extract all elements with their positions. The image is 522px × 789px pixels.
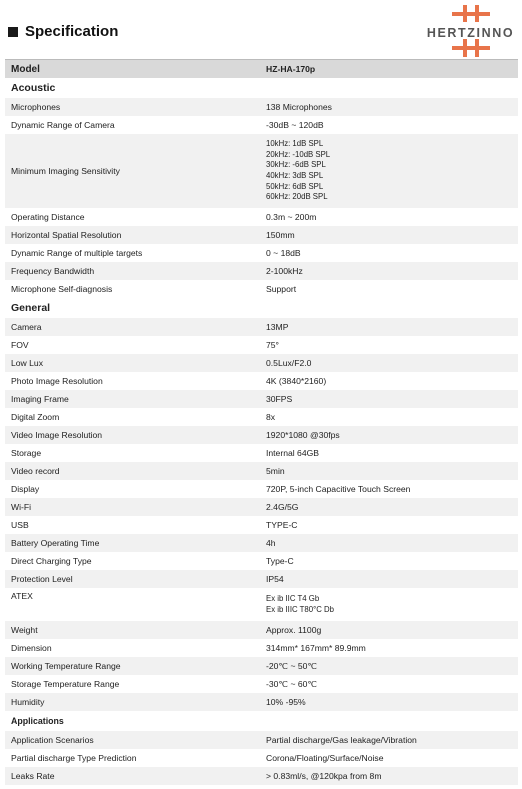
table-row	[5, 98, 518, 116]
row-label: Digital Zoom	[11, 412, 60, 422]
value-line: Ex ib IIC T4 Gb	[266, 593, 320, 603]
row-value: 4K (3840*2160)	[266, 376, 327, 386]
row-value: -30℃ ~ 60℃	[266, 678, 318, 689]
row-label: Operating Distance	[11, 212, 85, 222]
row-label: Dynamic Range of Camera	[11, 120, 115, 130]
section-title: General	[11, 302, 51, 314]
model-row	[5, 60, 518, 79]
row-value-multiline	[252, 134, 518, 208]
row-label: Wi-Fi	[5, 498, 252, 516]
section-acoustic	[5, 78, 518, 98]
table-row	[5, 354, 518, 372]
row-label: Imaging Frame	[5, 390, 252, 408]
row-value: 0.3m ~ 200m	[266, 212, 317, 222]
table-row	[5, 731, 518, 749]
row-value: Type-C	[266, 556, 294, 566]
row-label: Storage	[11, 448, 42, 458]
row-value: Partial discharge/Gas leakage/Vibration	[252, 731, 518, 749]
row-value: -20℃ ~ 50℃	[252, 657, 518, 675]
value-line: 30kHz: -6dB SPL	[266, 160, 326, 170]
logo-text: HERTZINNO	[426, 26, 515, 40]
table-row	[5, 639, 518, 657]
row-value: 720P, 5-inch Capacitive Touch Screen	[266, 484, 411, 494]
spec-table	[5, 59, 518, 785]
table-row	[5, 480, 518, 498]
row-label: Humidity	[5, 693, 252, 711]
row-value: Corona/Floating/Surface/Noise	[266, 753, 384, 763]
row-value: 2-100kHz	[252, 262, 518, 280]
table-row	[5, 749, 518, 767]
table-row	[5, 534, 518, 552]
row-label: Weight	[5, 621, 252, 639]
value-line: Ex ib IIIC T80°C Db	[266, 604, 334, 614]
row-value: 8x	[266, 412, 276, 422]
row-value: 2.4G/5G	[252, 498, 518, 516]
page-header	[0, 0, 522, 60]
row-value: 314mm* 167mm* 89.9mm	[266, 643, 366, 653]
row-label: Frequency Bandwidth	[5, 262, 252, 280]
row-label: Minimum Imaging Sensitivity	[5, 134, 252, 208]
row-label: Video Image Resolution	[5, 426, 252, 444]
table-row	[5, 657, 518, 675]
row-value: -30dB ~ 120dB	[266, 120, 324, 130]
hertzinno-logo	[423, 4, 518, 58]
table-row	[5, 336, 518, 354]
row-value: IP54	[252, 570, 518, 588]
row-label: FOV	[11, 340, 29, 350]
row-value: 0.5Lux/F2.0	[252, 354, 518, 372]
table-row	[5, 318, 518, 336]
row-label: Microphone Self-diagnosis	[11, 284, 113, 294]
table-row	[5, 208, 518, 226]
table-row	[5, 498, 518, 516]
row-value: 4h	[252, 534, 518, 552]
row-label: Direct Charging Type	[11, 556, 92, 566]
table-row	[5, 226, 518, 244]
row-label: Partial discharge Type Prediction	[11, 753, 137, 763]
value-line: 20kHz: -10dB SPL	[266, 149, 331, 159]
table-row	[5, 426, 518, 444]
section-title: Acoustic	[11, 82, 56, 94]
table-row	[5, 134, 518, 208]
row-label: Video record	[5, 462, 252, 480]
row-label: USB	[11, 520, 29, 530]
row-value: 75°	[266, 340, 279, 350]
table-row	[5, 262, 518, 280]
section-applications	[5, 711, 518, 731]
table-row	[5, 390, 518, 408]
section-general	[5, 298, 518, 318]
row-label: Dynamic Range of multiple targets	[11, 248, 143, 258]
row-label: Leaks Rate	[5, 767, 252, 785]
row-value: Internal 64GB	[266, 448, 320, 458]
table-row	[5, 552, 518, 570]
table-row	[5, 570, 518, 588]
row-label: Low Lux	[5, 354, 252, 372]
table-row	[5, 767, 518, 785]
table-row	[5, 675, 518, 693]
table-row	[5, 516, 518, 534]
table-row	[5, 408, 518, 426]
row-label: Microphones	[5, 98, 252, 116]
row-value: 138 Microphones	[252, 98, 518, 116]
row-label: Protection Level	[5, 570, 252, 588]
row-value: Approx. 1100g	[252, 621, 518, 639]
row-value: Support	[266, 284, 297, 294]
row-value-multiline	[252, 588, 518, 621]
table-row	[5, 588, 518, 621]
row-value: > 0.83ml/s, @120kpa from 8m	[252, 767, 518, 785]
model-value: HZ-HA-170p	[252, 60, 518, 79]
table-row	[5, 444, 518, 462]
value-line: 50kHz: 6dB SPL	[266, 181, 324, 191]
row-value: 150mm	[252, 226, 518, 244]
row-value: 5min	[252, 462, 518, 480]
row-label: Horizontal Spatial Resolution	[5, 226, 252, 244]
section-title: Applications	[11, 716, 64, 726]
row-value: 13MP	[252, 318, 518, 336]
row-label: Working Temperature Range	[5, 657, 252, 675]
table-row	[5, 116, 518, 134]
row-label: Application Scenarios	[5, 731, 252, 749]
table-row	[5, 244, 518, 262]
row-label: Display	[11, 484, 40, 494]
row-value: TYPE-C	[266, 520, 298, 530]
value-line: 10kHz: 1dB SPL	[266, 138, 324, 148]
row-value: 0 ~ 18dB	[266, 248, 301, 258]
value-line: 40kHz: 3dB SPL	[266, 171, 324, 180]
model-label: Model	[5, 60, 252, 79]
table-row	[5, 693, 518, 711]
row-label: Battery Operating Time	[5, 534, 252, 552]
table-row	[5, 372, 518, 390]
table-row	[5, 621, 518, 639]
row-label: Dimension	[11, 643, 52, 653]
row-value: 30FPS	[252, 390, 518, 408]
value-line: 60kHz: 20dB SPL	[266, 192, 328, 202]
row-value: 1920*1080 @30fps	[252, 426, 518, 444]
table-row	[5, 280, 518, 298]
row-label: ATEX	[11, 591, 33, 601]
row-label: Camera	[5, 318, 252, 336]
row-label: Photo Image Resolution	[11, 376, 103, 386]
row-value: 10% -95%	[252, 693, 518, 711]
table-row	[5, 462, 518, 480]
page-title: Specification	[25, 23, 119, 40]
row-label: Storage Temperature Range	[11, 679, 120, 689]
bullet-square-icon	[8, 27, 18, 37]
